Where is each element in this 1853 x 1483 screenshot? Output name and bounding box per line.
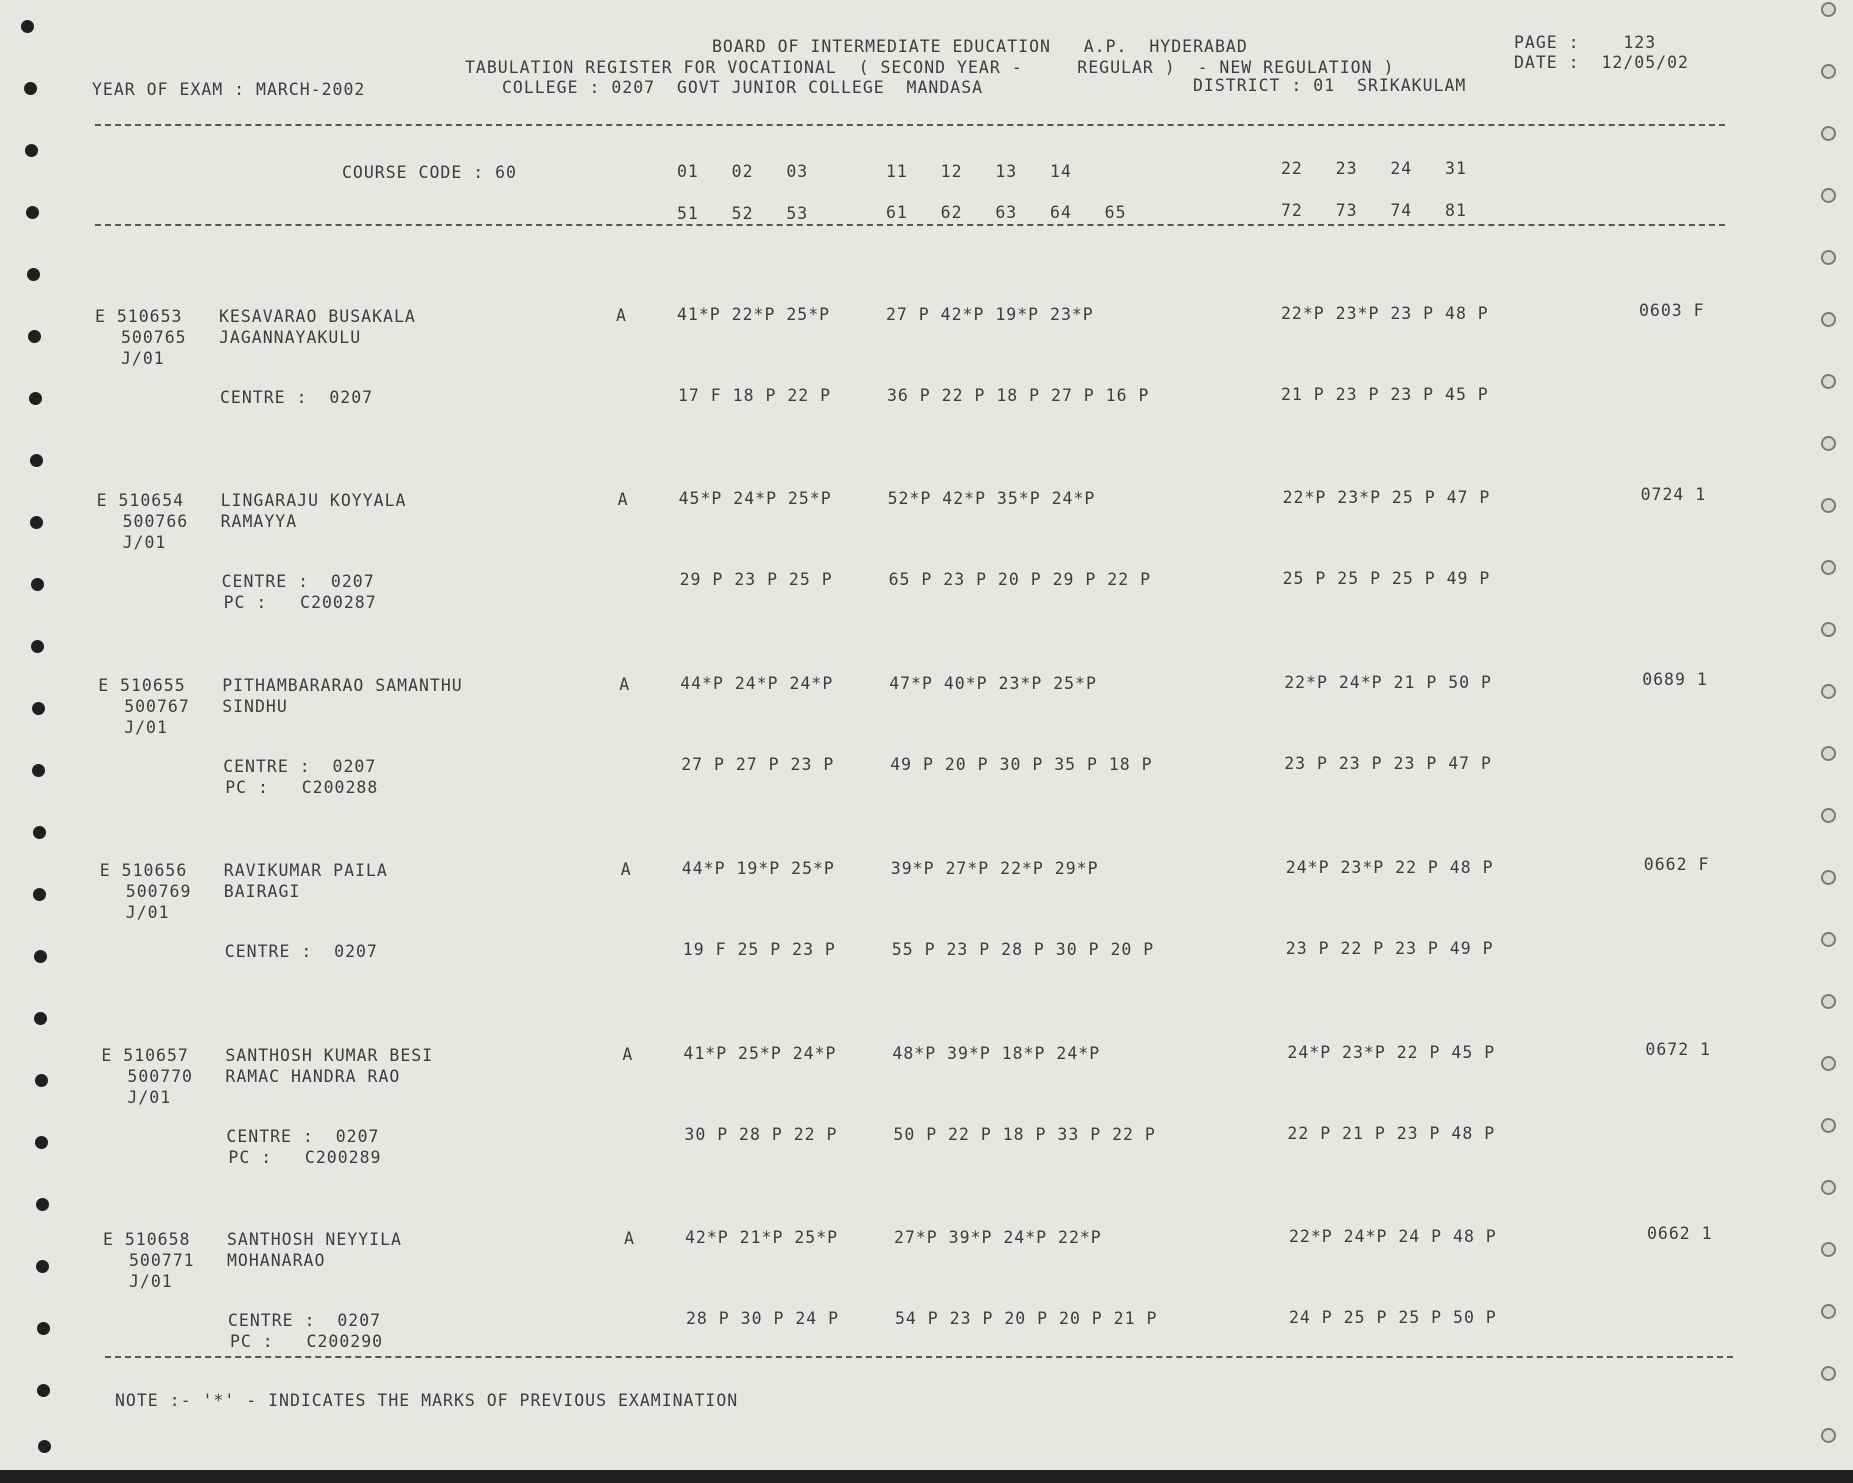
feed-hole-icon <box>1821 560 1836 575</box>
centre-code: CENTRE : 0207 <box>228 1311 382 1330</box>
feed-hole-icon <box>1821 1304 1836 1319</box>
feed-hole-icon <box>34 950 47 963</box>
first-year-marks-g3: 22*P 24*P 24 P 48 P <box>1289 1227 1497 1246</box>
feed-hole-icon <box>1821 1056 1836 1071</box>
roll-number: E 510657 <box>101 1046 189 1065</box>
second-year-marks-g3: 21 P 23 P 23 P 45 P <box>1281 385 1489 404</box>
total-and-result: 0689 1 <box>1642 670 1708 689</box>
second-year-marks-g3: 25 P 25 P 25 P 49 P <box>1282 569 1491 588</box>
footer-rule <box>105 1356 1733 1358</box>
pc-number: PC : C200289 <box>228 1148 382 1167</box>
centre-code: CENTRE : 0207 <box>220 388 374 407</box>
feed-hole-icon <box>1821 684 1836 699</box>
feed-hole-icon <box>1821 64 1836 79</box>
first-year-marks-g1: 41*P 22*P 25*P <box>677 305 831 324</box>
second-year-marks-g2: 49 P 20 P 30 P 35 P 18 P <box>890 755 1153 774</box>
header-rule-top <box>95 124 1725 126</box>
feed-hole-icon <box>1821 932 1836 947</box>
total-and-result: 0662 1 <box>1647 1224 1713 1243</box>
candidate-name: PITHAMBARARAO SAMANTHU <box>222 676 463 695</box>
group-code: J/01 <box>129 1272 173 1291</box>
feed-hole-icon <box>1821 2 1836 17</box>
medium-code: A <box>616 306 627 325</box>
first-year-marks-g3: 22*P 23*P 23 P 48 P <box>1281 304 1489 323</box>
first-year-marks-g3: 22*P 23*P 25 P 47 P <box>1282 488 1491 507</box>
medium-code: A <box>620 860 632 879</box>
medium-code: A <box>617 490 629 509</box>
centre-code: CENTRE : 0207 <box>226 1127 380 1146</box>
feed-hole-icon <box>1821 188 1836 203</box>
register-number: 500770 <box>127 1067 193 1086</box>
centre-code: CENTRE : 0207 <box>224 942 378 961</box>
feed-hole-icon <box>1821 1180 1836 1195</box>
medium-code: A <box>624 1229 635 1248</box>
feed-hole-icon <box>1821 808 1836 823</box>
candidate-name: KESAVARAO BUSAKALA <box>219 307 416 326</box>
feed-hole-icon <box>28 330 41 343</box>
candidate-name: SANTHOSH NEYYILA <box>227 1230 402 1249</box>
feed-hole-icon <box>1821 126 1836 141</box>
total-and-result: 0724 1 <box>1640 485 1707 504</box>
group-code: J/01 <box>124 718 168 737</box>
second-year-marks-g2: 65 P 23 P 20 P 29 P 22 P <box>888 570 1152 589</box>
register-number: 500765 <box>121 328 187 347</box>
second-year-marks-g2: 54 P 23 P 20 P 20 P 21 P <box>895 1309 1158 1328</box>
pc-number: PC : C200288 <box>225 778 379 797</box>
second-year-marks-g3: 23 P 22 P 23 P 49 P <box>1285 939 1494 958</box>
first-year-marks-g3: 22*P 24*P 21 P 50 P <box>1284 673 1492 692</box>
register-title: TABULATION REGISTER FOR VOCATIONAL ( SECOND YEAR - REGULAR ) - NEW REGULATION ) <box>465 58 1395 77</box>
centre-code: CENTRE : 0207 <box>223 757 377 776</box>
second-year-marks-g1: 17 F 18 P 22 P <box>678 386 832 405</box>
total-and-result: 0603 F <box>1639 301 1705 320</box>
feed-hole-icon <box>1821 1118 1836 1133</box>
feed-hole-icon <box>1821 374 1836 389</box>
feed-hole-icon <box>32 702 45 715</box>
subject-codes-row2-g1: 51 52 53 <box>677 204 809 223</box>
second-year-marks-g2: 36 P 22 P 18 P 27 P 16 P <box>887 386 1150 405</box>
first-year-marks-g1: 41*P 25*P 24*P <box>683 1044 837 1063</box>
feed-hole-icon <box>1821 994 1836 1009</box>
feed-hole-icon <box>38 1440 51 1453</box>
register-number: 500769 <box>125 882 192 901</box>
roll-number: E 510654 <box>96 491 185 510</box>
second-year-marks-g3: 23 P 23 P 23 P 47 P <box>1284 754 1492 773</box>
subject-codes-row1-g3: 22 23 24 31 <box>1281 159 1467 178</box>
feed-hole-icon <box>1821 436 1836 451</box>
group-code: J/01 <box>127 1088 172 1107</box>
first-year-marks-g2: 27*P 39*P 24*P 22*P <box>894 1228 1102 1247</box>
second-year-marks-g1: 27 P 27 P 23 P <box>681 755 835 774</box>
first-year-marks-g2: 52*P 42*P 35*P 24*P <box>887 489 1096 508</box>
feed-hole-icon <box>35 1136 48 1149</box>
register-number: 500766 <box>122 512 189 531</box>
feed-hole-icon <box>25 144 38 157</box>
feed-hole-icon <box>27 268 40 281</box>
footer-note: NOTE :- '*' - INDICATES THE MARKS OF PREVIOUS EXAMINATION <box>115 1391 739 1410</box>
feed-hole-icon <box>1821 1428 1836 1443</box>
right-feed-strip <box>1773 0 1853 1483</box>
subject-codes-row1-g1: 01 02 03 <box>677 162 809 181</box>
candidate-name: RAVIKUMAR PAILA <box>223 861 388 880</box>
second-year-marks-g2: 55 P 23 P 28 P 30 P 20 P <box>891 940 1155 959</box>
candidate-father-name: SINDHU <box>222 697 288 716</box>
feed-hole-icon <box>30 516 43 529</box>
first-year-marks-g1: 45*P 24*P 25*P <box>678 489 832 508</box>
print-date: DATE : 12/05/02 <box>1514 53 1689 72</box>
first-year-marks-g1: 44*P 24*P 24*P <box>680 674 834 693</box>
first-year-marks-g3: 24*P 23*P 22 P 48 P <box>1285 858 1494 877</box>
second-year-marks-g1: 19 F 25 P 23 P <box>682 940 836 959</box>
first-year-marks-g2: 47*P 40*P 23*P 25*P <box>889 674 1097 693</box>
first-year-marks-g2: 27 P 42*P 19*P 23*P <box>886 305 1094 324</box>
feed-hole-icon <box>26 206 39 219</box>
feed-hole-icon <box>34 1012 47 1025</box>
feed-hole-icon <box>24 82 37 95</box>
feed-hole-icon <box>35 1074 48 1087</box>
candidate-father-name: BAIRAGI <box>223 882 301 901</box>
group-code: J/01 <box>122 533 167 552</box>
district-line: DISTRICT : 01 SRIKAKULAM <box>1193 76 1467 95</box>
second-year-marks-g3: 22 P 21 P 23 P 48 P <box>1287 1124 1496 1143</box>
course-code: COURSE CODE : 60 <box>342 163 517 182</box>
feed-hole-icon <box>37 1384 50 1397</box>
feed-hole-icon <box>33 826 46 839</box>
page-number: PAGE : 123 <box>1514 33 1657 52</box>
pc-number: PC : C200290 <box>230 1332 384 1351</box>
medium-code: A <box>619 675 631 694</box>
first-year-marks-g1: 44*P 19*P 25*P <box>681 859 835 878</box>
roll-number: E 510658 <box>103 1230 191 1249</box>
feed-hole-icon <box>1821 746 1836 761</box>
pc-number: PC : C200287 <box>223 593 377 612</box>
roll-number: E 510656 <box>99 861 188 880</box>
first-year-marks-g3: 24*P 23*P 22 P 45 P <box>1287 1043 1496 1062</box>
second-year-marks-g2: 50 P 22 P 18 P 33 P 22 P <box>893 1125 1156 1144</box>
second-year-marks-g3: 24 P 25 P 25 P 50 P <box>1289 1308 1497 1327</box>
header-rule-bottom <box>95 224 1725 226</box>
feed-hole-icon <box>1821 1242 1836 1257</box>
candidate-father-name: RAMAYYA <box>220 512 298 531</box>
feed-hole-icon <box>1821 1366 1836 1381</box>
candidate-father-name: MOHANARAO <box>227 1251 326 1270</box>
feed-hole-icon <box>30 454 43 467</box>
medium-code: A <box>622 1045 634 1064</box>
first-year-marks-g2: 39*P 27*P 22*P 29*P <box>890 859 1099 878</box>
college-line: COLLEGE : 0207 GOVT JUNIOR COLLEGE MANDASA <box>502 78 984 97</box>
first-year-marks-g2: 48*P 39*P 18*P 24*P <box>892 1044 1101 1063</box>
centre-code: CENTRE : 0207 <box>221 572 375 591</box>
second-year-marks-g1: 30 P 28 P 22 P <box>684 1125 838 1144</box>
candidate-father-name: RAMAC HANDRA RAO <box>225 1067 401 1086</box>
feed-hole-icon <box>29 392 42 405</box>
background-edge <box>0 1470 1853 1483</box>
feed-hole-icon <box>1821 622 1836 637</box>
candidate-name: LINGARAJU KOYYALA <box>220 491 407 510</box>
feed-hole-icon <box>33 888 46 901</box>
feed-hole-icon <box>31 640 44 653</box>
register-number: 500767 <box>124 697 190 716</box>
feed-hole-icon <box>1821 250 1836 265</box>
feed-hole-icon <box>1821 312 1836 327</box>
feed-hole-icon <box>37 1322 50 1335</box>
second-year-marks-g1: 29 P 23 P 25 P <box>679 570 833 589</box>
total-and-result: 0662 F <box>1643 855 1710 874</box>
feed-hole-icon <box>1821 498 1836 513</box>
roll-number: E 510653 <box>95 307 183 326</box>
left-feed-strip <box>0 0 70 1483</box>
candidate-name: SANTHOSH KUMAR BESI <box>225 1046 434 1065</box>
group-code: J/01 <box>125 903 170 922</box>
candidate-father-name: JAGANNAYAKULU <box>219 328 362 347</box>
register-number: 500771 <box>129 1251 195 1270</box>
first-year-marks-g1: 42*P 21*P 25*P <box>685 1228 839 1247</box>
total-and-result: 0672 1 <box>1645 1040 1711 1059</box>
subject-codes-row1-g2: 11 12 13 14 <box>886 162 1072 181</box>
year-of-exam: YEAR OF EXAM : MARCH-2002 <box>92 80 366 99</box>
board-title: BOARD OF INTERMEDIATE EDUCATION A.P. HYDERABAD <box>712 37 1248 56</box>
subject-codes-row2-g3: 72 73 74 81 <box>1281 201 1467 220</box>
feed-hole-icon <box>32 764 45 777</box>
roll-number: E 510655 <box>98 676 186 695</box>
feed-hole-icon <box>21 20 34 33</box>
feed-hole-icon <box>1821 870 1836 885</box>
second-year-marks-g1: 28 P 30 P 24 P <box>686 1309 840 1328</box>
feed-hole-icon <box>36 1260 49 1273</box>
group-code: J/01 <box>121 349 165 368</box>
feed-hole-icon <box>31 578 44 591</box>
subject-codes-row2-g2: 61 62 63 64 65 <box>886 203 1127 222</box>
feed-hole-icon <box>36 1198 49 1211</box>
